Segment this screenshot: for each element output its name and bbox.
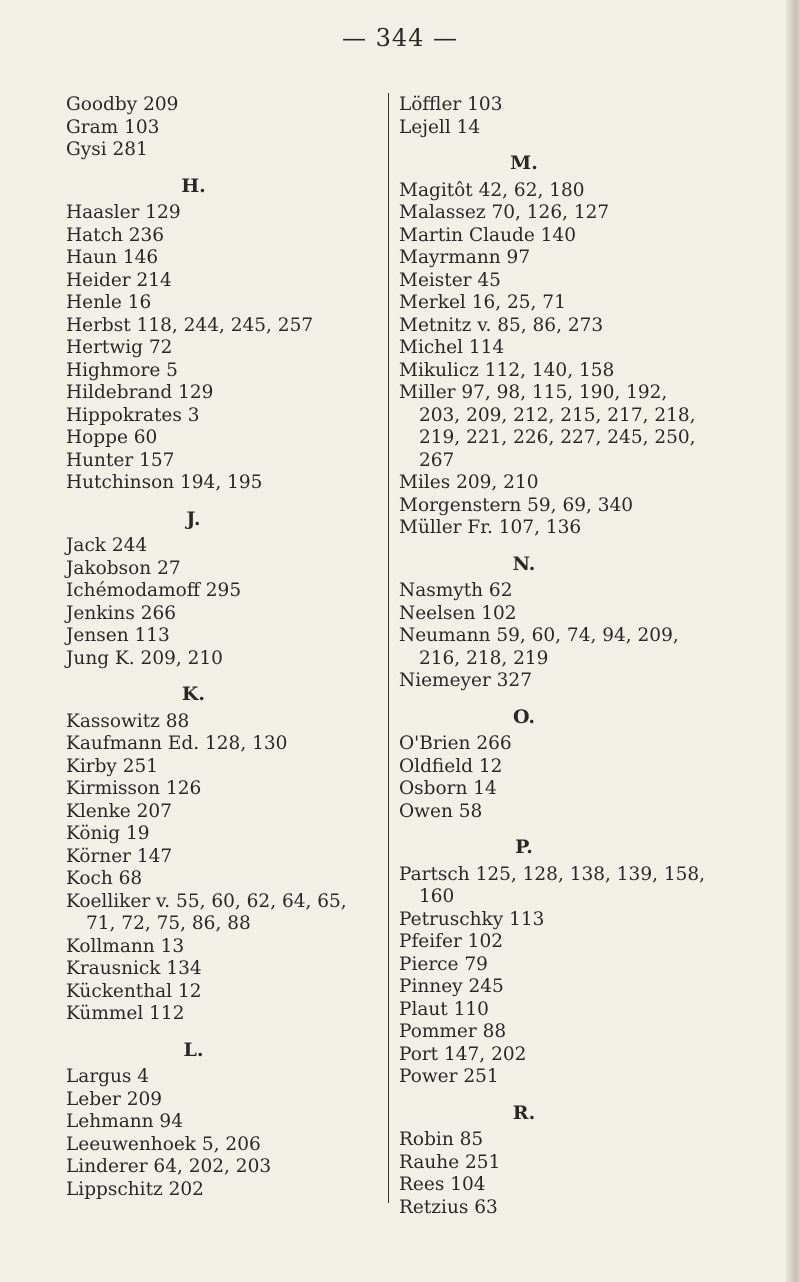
index-entry: [66, 958, 381, 981]
index-entry: [66, 247, 381, 270]
index-entry-text: O'Brien 266: [399, 733, 512, 754]
index-entry: [399, 180, 739, 203]
index-entry-text: Malassez 70, 126, 127: [399, 202, 610, 223]
index-entry: [66, 936, 381, 959]
page-edge: [786, 0, 800, 1282]
index-entry-text: Koch 68: [66, 868, 143, 889]
index-entry-text: Ichémodamoff 295: [66, 580, 242, 601]
index-entry-text: Haun 146: [66, 247, 159, 268]
index-entry: [399, 315, 739, 338]
index-entry: [66, 450, 381, 473]
index-entry-text: Neelsen 102: [399, 602, 517, 624]
index-entry: [399, 202, 739, 225]
index-entry: [399, 976, 739, 999]
section-letter: P.: [515, 836, 533, 858]
index-entry-text: Leeuwenhoek 5, 206: [66, 1133, 261, 1155]
section-letter: L.: [183, 1038, 204, 1061]
section-letter: O.: [512, 705, 536, 728]
index-entry: [66, 1066, 381, 1089]
index-entry: [66, 139, 381, 162]
index-entry: [66, 382, 381, 405]
index-entry-text: Müller Fr. 107, 136: [399, 517, 582, 538]
index-entry: [399, 1021, 739, 1044]
index-entry-continuation: 203, 209, 212, 215, 217, 218,: [419, 404, 696, 426]
index-entry-text: Neumann 59, 60, 74, 94, 209,: [399, 625, 679, 646]
index-entry: [399, 931, 739, 954]
index-entry: [399, 270, 739, 293]
index-entry-text: Highmore 5: [66, 359, 178, 381]
index-entry: [66, 648, 381, 671]
index-entry-text: Lehmann 94: [66, 1111, 183, 1132]
index-entry-text: Krausnick 134: [66, 958, 202, 979]
index-entry: [399, 999, 739, 1022]
index-entry: [66, 427, 381, 450]
index-entry: [399, 580, 739, 603]
index-entry: [66, 315, 381, 338]
index-entry-text: Pinney 245: [399, 976, 504, 997]
index-entry-text: Kümmel 112: [66, 1003, 185, 1024]
index-entry: [399, 1066, 739, 1089]
index-entry: [66, 981, 381, 1004]
index-entry-text: Goodby 209: [66, 94, 179, 115]
index-entry: [399, 801, 739, 824]
index-entry-text: Kollmann 13: [66, 935, 185, 957]
index-entry-text: Lejell 14: [399, 116, 481, 138]
index-entry: [66, 337, 381, 360]
index-entry: [66, 1156, 381, 1179]
index-entry-text: Jack 244: [66, 535, 148, 556]
index-entry: [399, 117, 739, 140]
index-column-left: [66, 94, 381, 1201]
index-entry: [66, 625, 381, 648]
index-entry-text: Pommer 88: [399, 1021, 507, 1042]
index-entry-text: Kückenthal 12: [66, 980, 202, 1002]
index-entry-text: Hoppe 60: [66, 427, 158, 448]
index-entry-text: Hertwig 72: [66, 337, 173, 358]
index-entry-text: Plaut 110: [399, 998, 489, 1020]
index-entry: [66, 405, 381, 428]
index-entry-text: Körner 147: [66, 845, 173, 867]
index-entry-text: Power 251: [399, 1066, 499, 1087]
index-entry-text: König 19: [66, 823, 150, 844]
index-entry-text: Pierce 79: [399, 953, 488, 975]
index-entry: [66, 891, 381, 936]
index-entry-text: Pfeifer 102: [399, 931, 503, 952]
index-entry-text: Owen 58: [399, 800, 483, 822]
index-entry: [399, 670, 739, 693]
index-entry-text: Kassowitz 88: [66, 710, 190, 732]
index-entry: [66, 1003, 381, 1026]
index-entry: [66, 801, 381, 824]
index-entry: [66, 823, 381, 846]
section-letter: H.: [181, 174, 206, 197]
index-entry-text: Klenke 207: [66, 800, 172, 822]
index-entry: [399, 225, 739, 248]
index-entry-text: Michel 114: [399, 337, 505, 358]
index-entry: [399, 94, 739, 117]
index-entry-text: Gysi 281: [66, 139, 148, 160]
index-entry: [66, 1111, 381, 1134]
index-entry-text: Oldfield 12: [399, 755, 503, 777]
index-entry: [66, 270, 381, 293]
index-entry-text: Port 147, 202: [399, 1043, 527, 1065]
index-entry: [66, 1089, 381, 1112]
index-entry: [399, 292, 739, 315]
index-entry-text: Haasler 129: [66, 202, 181, 223]
index-entry-continuation: 219, 221, 226, 227, 245, 250,: [419, 427, 696, 448]
section-letter: N.: [512, 552, 536, 575]
index-entry: [399, 495, 739, 518]
index-entry-continuation: 216, 218, 219: [419, 647, 549, 669]
index-entry-text: Mikulicz 112, 140, 158: [399, 359, 615, 381]
index-entry-text: Petruschky 113: [399, 908, 545, 930]
index-entry: [399, 337, 739, 360]
index-entry-text: Jensen 113: [66, 625, 170, 646]
index-entry: [399, 1197, 739, 1220]
index-entry: [399, 1152, 739, 1175]
section-letter: R.: [512, 1101, 536, 1124]
section-letter: M.: [510, 152, 538, 174]
index-entry: [399, 909, 739, 932]
index-entry-text: Rauhe 251: [399, 1151, 501, 1173]
index-entry: [399, 1129, 739, 1152]
index-entry: [399, 382, 739, 472]
index-entry: [399, 603, 739, 626]
index-entry: [399, 864, 739, 909]
index-entry-text: Metnitz v. 85, 86, 273: [399, 314, 604, 336]
index-entry-text: Hildebrand 129: [66, 382, 214, 403]
index-entry-text: Morgenstern 59, 69, 340: [399, 494, 634, 516]
index-entry-text: Retzius 63: [399, 1196, 498, 1218]
index-entry: [66, 868, 381, 891]
index-entry: [399, 247, 739, 270]
index-entry: [399, 778, 739, 801]
index-entry: [66, 360, 381, 383]
index-entry-text: Meister 45: [399, 269, 501, 291]
index-entry-text: Kirby 251: [66, 755, 159, 777]
index-entry: [66, 472, 381, 495]
index-entry: [399, 625, 739, 670]
column-divider: [388, 93, 389, 1203]
index-entry-text: Merkel 16, 25, 71: [399, 292, 566, 313]
index-entry: [66, 292, 381, 315]
index-entry: [66, 202, 381, 225]
index-entry: [66, 94, 381, 117]
index-entry: [399, 1044, 739, 1067]
index-entry: [399, 756, 739, 779]
index-entry-text: Partsch 125, 128, 138, 139, 158,: [399, 863, 706, 885]
index-entry: [399, 733, 739, 756]
index-entry: [399, 472, 739, 495]
index-entry-text: Lippschitz 202: [66, 1178, 204, 1200]
index-entry: [66, 535, 381, 558]
index-entry: [399, 954, 739, 977]
index-entry: [66, 558, 381, 581]
index-entry-text: Miller 97, 98, 115, 190, 192,: [399, 382, 668, 403]
index-entry: [66, 1179, 381, 1202]
index-entry: [66, 756, 381, 779]
index-entry-text: Hatch 236: [66, 224, 165, 246]
index-entry-text: Robin 85: [399, 1129, 484, 1150]
index-entry-text: Koelliker v. 55, 60, 62, 64, 65,: [66, 890, 347, 912]
index-entry: [66, 1134, 381, 1157]
index-entry-text: Jakobson 27: [66, 557, 181, 579]
index-entry-text: Jenkins 266: [66, 602, 177, 624]
index-entry-text: Heider 214: [66, 269, 172, 291]
index-entry: [399, 1174, 739, 1197]
section-letter: J.: [186, 507, 201, 530]
index-entry-text: Miles 209, 210: [399, 472, 539, 493]
index-entry: [66, 733, 381, 756]
index-entry-text: Leber 209: [66, 1088, 163, 1110]
index-entry-text: Osborn 14: [399, 778, 497, 799]
index-entry: [66, 225, 381, 248]
section-letter: K.: [181, 683, 206, 705]
index-entry: [66, 603, 381, 626]
index-entry: [66, 117, 381, 140]
index-entry-text: Linderer 64, 202, 203: [66, 1156, 272, 1177]
index-column-right: [399, 94, 739, 1219]
index-entry-text: Rees 104: [399, 1174, 486, 1195]
index-entry-text: Martin Claude 140: [399, 224, 576, 246]
index-entry: [66, 711, 381, 734]
index-entry: [399, 360, 739, 383]
index-entry-text: Jung K. 209, 210: [66, 647, 223, 669]
index-entry-text: Mayrmann 97: [399, 247, 531, 268]
index-entry-text: Kaufmann Ed. 128, 130: [66, 733, 288, 754]
index-entry-text: Henle 16: [66, 292, 152, 313]
index-entry-text: Hutchinson 194, 195: [66, 472, 263, 493]
page-number: — 344 —: [341, 24, 459, 52]
index-entry-continuation: 267: [419, 449, 455, 471]
index-entry-continuation: 71, 72, 75, 86, 88: [86, 913, 251, 934]
index-entry: [66, 580, 381, 603]
index-entry-text: Niemeyer 327: [399, 670, 532, 691]
index-entry: [66, 846, 381, 869]
index-entry: [66, 778, 381, 801]
index-entry-text: Löffler 103: [399, 94, 503, 115]
index-entry-text: Gram 103: [66, 116, 160, 138]
index-entry-continuation: 160: [419, 886, 455, 907]
index-entry-text: Largus 4: [66, 1066, 150, 1087]
index-entry-text: Magitôt 42, 62, 180: [399, 179, 585, 201]
index-entry-text: Kirmisson 126: [66, 778, 202, 799]
index-entry: [399, 517, 739, 540]
index-entry-text: Herbst 118, 244, 245, 257: [66, 314, 314, 336]
index-entry-text: Hunter 157: [66, 449, 175, 471]
index-entry-text: Nasmyth 62: [399, 580, 513, 601]
index-entry-text: Hippokrates 3: [66, 404, 200, 426]
